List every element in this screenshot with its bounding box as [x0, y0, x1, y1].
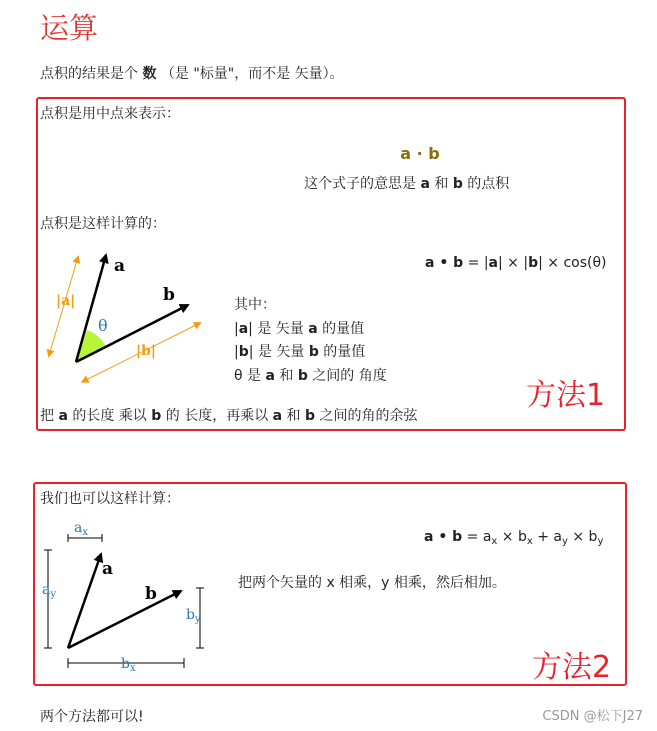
- label-a: a: [114, 256, 126, 276]
- method1-label: 方法1: [526, 378, 606, 413]
- meaning-b: b: [452, 176, 463, 192]
- meaning-a: a: [420, 176, 430, 192]
- intro-post: （是 "标量"，而不是 矢量）。: [156, 66, 344, 82]
- watermark: CSDN @松下J27: [542, 709, 643, 724]
- f1-rest2: | × |: [498, 255, 529, 271]
- label-ax: $a_x$: [74, 520, 88, 538]
- f1-rest3: | × cos(θ): [538, 255, 607, 271]
- footer-text: 两个方法都可以!: [40, 709, 144, 725]
- method2-label: 方法2: [532, 650, 612, 685]
- label-mag-a: |a|: [56, 293, 76, 309]
- method2-desc: 把两个矢量的 x 相乘，y 相乘，然后相加。: [238, 575, 506, 591]
- f1-b: b: [453, 255, 464, 271]
- intro-pre: 点积的结果是个: [40, 66, 143, 82]
- method1-heading: 点积是用中点来表示：: [40, 106, 180, 122]
- method1-center-formula: a · b: [400, 144, 440, 163]
- label-ay: $a_y$: [42, 582, 57, 600]
- f1-a: a: [425, 255, 435, 271]
- method1-formula: [425, 255, 607, 271]
- method1-where: [234, 294, 387, 388]
- intro-text: [40, 63, 344, 83]
- method2-diagram: [40, 518, 210, 673]
- label-bx: $b_x$: [121, 656, 136, 673]
- page-title: 运算: [40, 11, 99, 45]
- method2-formula: a • $b = a_x \times b_x + a_y \times b_y$: [424, 529, 604, 547]
- method1-summary: 把 a 的长度 乘以 b 的 长度，再乘以 a 和 b 之间的角的余弦: [40, 408, 418, 424]
- meaning-pre: 这个式子的意思是: [304, 176, 421, 192]
- where-line-theta: θ 是 a 和 b 之间的 角度: [234, 367, 387, 384]
- f1-a2: a: [488, 255, 498, 271]
- meaning-post: 的点积: [462, 176, 510, 192]
- label-theta: θ: [98, 316, 108, 335]
- where-line-b: |b| 是 矢量 b 的量值: [234, 344, 366, 360]
- f1-dot: •: [434, 255, 454, 271]
- label-b2: b: [145, 584, 157, 604]
- label-mag-b: |b|: [136, 343, 156, 359]
- intro-bold: 数: [142, 66, 157, 82]
- where-line-a: |a| 是 矢量 a 的量值: [234, 320, 365, 337]
- method1-center-meaning: [304, 173, 509, 193]
- label-a2: a: [102, 559, 114, 579]
- label-b: b: [163, 285, 175, 305]
- f1-b2: b: [528, 255, 539, 271]
- where-label: 其中：: [234, 297, 276, 313]
- method1-diagram: [40, 245, 220, 390]
- f1-rest1: = |: [463, 255, 489, 271]
- method2-heading: 我们也可以这样计算：: [40, 491, 180, 507]
- meaning-mid: 和: [429, 176, 453, 192]
- method1-compute-heading: 点积是这样计算的：: [40, 216, 166, 232]
- label-by: $b_y$: [186, 607, 201, 625]
